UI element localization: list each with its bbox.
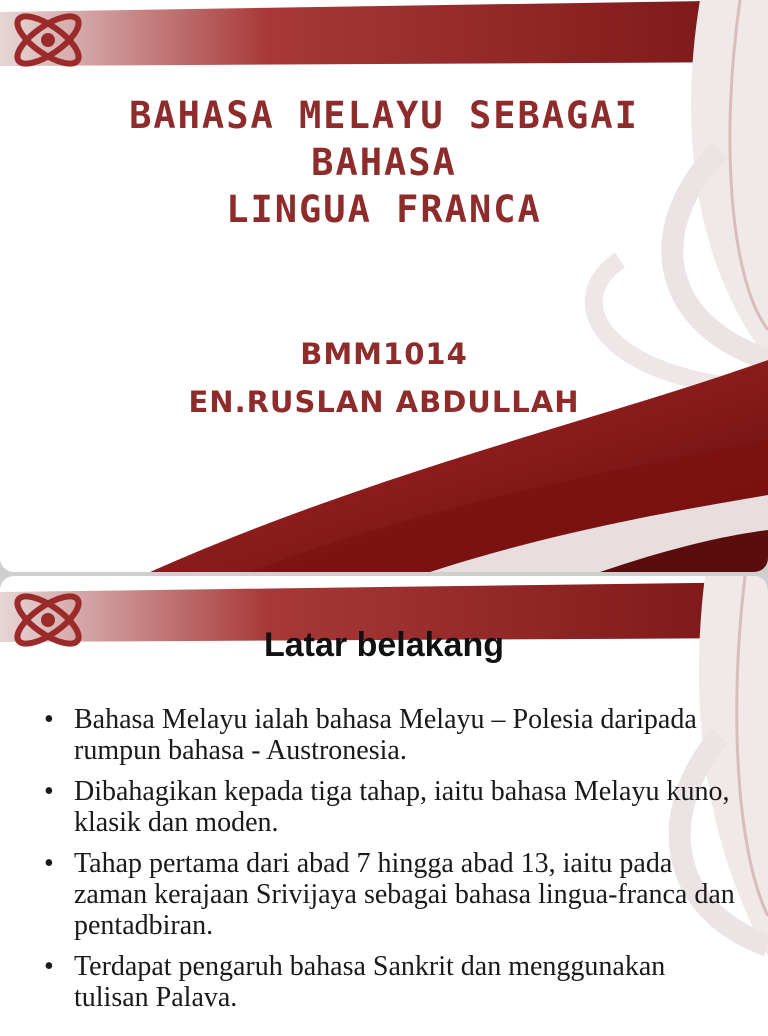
bullet-text: Bahasa Melayu ialah bahasa Melayu – Polesia daripada rumpun bahasa - Austronesia. (74, 704, 697, 766)
title-line-2: BAHASA (311, 141, 457, 184)
bullet-text: Tahap pertama dari abad 7 hingga abad 13, iaitu pada zaman kerajaan Srivijaya sebagai bahasa lingua-franca dan pentadbiran. (74, 848, 735, 941)
list-item (44, 951, 744, 1013)
title-line-3: LINGUA FRANCA (226, 188, 542, 231)
slide-2-title: Latar belakang (264, 626, 504, 664)
slide-1-title (0, 92, 768, 233)
bullet-dot-icon: • (44, 848, 54, 879)
list-item (44, 848, 744, 941)
list-item (44, 776, 744, 838)
slide-2 (0, 576, 768, 1036)
author-name: EN.RUSLAN ABDULLAH (188, 385, 580, 419)
atom-logo-icon (6, 2, 96, 86)
slide-1-subtitle (0, 330, 768, 426)
bullet-dot-icon: • (44, 704, 54, 735)
bullet-text: Dibahagikan kepada tiga tahap, iaitu bahasa Melayu kuno, klasik dan moden. (74, 776, 730, 838)
list-item (44, 704, 744, 766)
bullet-text: Terdapat pengaruh bahasa Sankrit dan menggunakan tulisan Palava. (74, 951, 666, 1013)
bullet-list (44, 704, 744, 1023)
bullet-dot-icon: • (44, 951, 54, 982)
bullet-dot-icon: • (44, 776, 54, 807)
title-line-1: BAHASA MELAYU SEBAGAI (129, 94, 639, 137)
course-code: BMM1014 (300, 337, 468, 371)
